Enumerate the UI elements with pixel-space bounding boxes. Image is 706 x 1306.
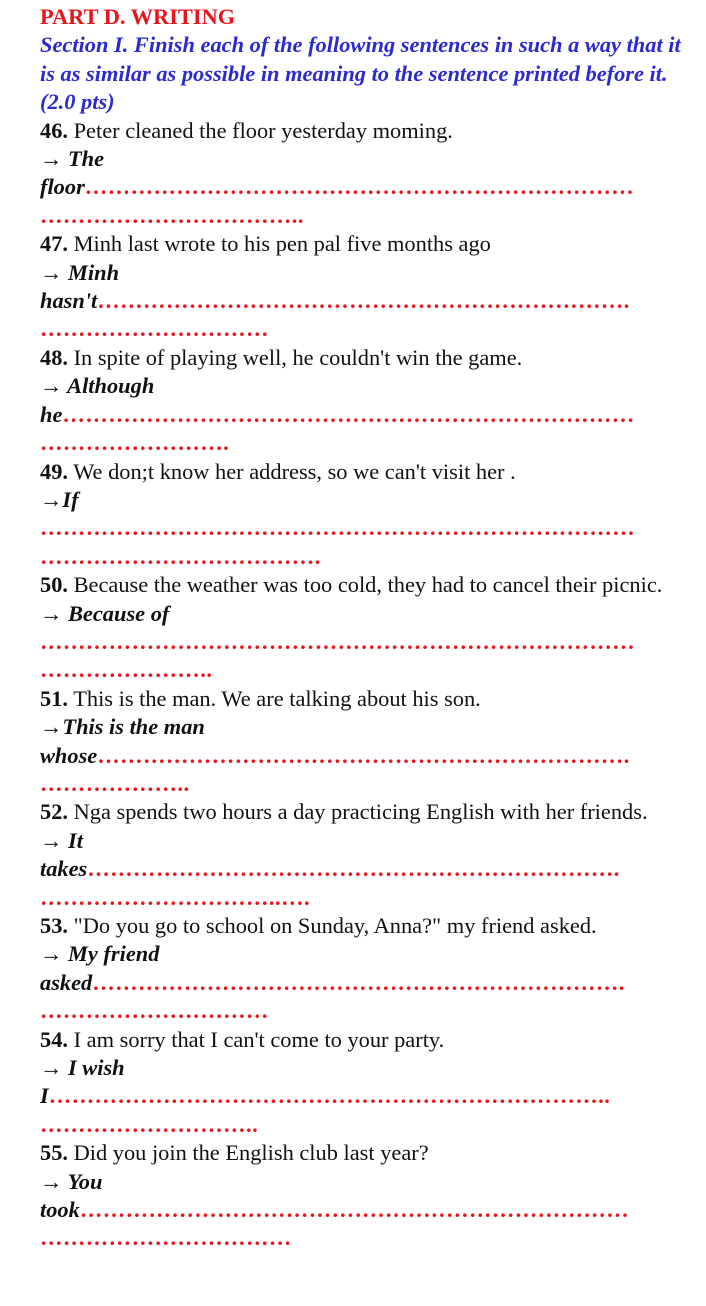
question-prompt — [40, 117, 690, 145]
question-number: 53. — [40, 913, 68, 938]
answer-blank-dots: ………………………………. — [40, 543, 321, 569]
question-sentence: Peter cleaned the floor yesterday moming. — [68, 117, 453, 143]
question-number: 49. — [40, 458, 68, 484]
question-prompt — [40, 571, 690, 599]
question-number: 54. — [40, 1026, 68, 1052]
question-item — [40, 798, 690, 912]
answer-cue: →If — [40, 486, 79, 512]
question-sentence: Minh last wrote to his pen pal five months ago — [68, 231, 491, 257]
question-prompt — [40, 344, 690, 372]
question-prompt — [40, 1139, 690, 1167]
answer-blank-dots: …………………………….. — [40, 202, 304, 228]
answer-cue-continued: I — [40, 1083, 49, 1109]
answer-blank-dots: ……………………….. — [40, 1111, 259, 1137]
question-list — [40, 117, 690, 1253]
question-item — [40, 458, 690, 572]
answer-line-1[interactable] — [40, 401, 690, 429]
answer-cue-continued: floor — [40, 174, 85, 200]
answer-line-2[interactable] — [40, 429, 690, 457]
question-number: 48. — [40, 344, 68, 370]
answer-cue: → Although — [40, 373, 155, 399]
question-prompt — [40, 685, 690, 713]
answer-line-2[interactable] — [40, 997, 690, 1025]
question-number: 46. — [40, 117, 68, 143]
answer-cue-continued: hasn't — [40, 288, 98, 314]
question-sentence: This is the man. We are talking about his son. — [68, 685, 481, 711]
question-prompt — [40, 798, 690, 826]
answer-cue-continued: asked — [40, 969, 93, 995]
answer-blank-dots: …………………………………………………………………… — [40, 628, 636, 654]
answer-cue: → Because of — [40, 600, 170, 626]
answer-line-2[interactable] — [40, 202, 690, 230]
answer-line-2[interactable] — [40, 770, 690, 798]
answer-blank-dots: ……………………………………………………………. — [92, 969, 625, 995]
question-sentence: "Do you go to school on Sunday, Anna?" my friend asked. — [68, 913, 597, 938]
answer-cue: → It — [40, 827, 83, 853]
question-number: 50. — [40, 572, 68, 598]
question-number: 52. — [40, 799, 68, 825]
answer-blank-dots: …………………………………………………………………… — [40, 515, 636, 541]
answer-line-1[interactable] — [40, 1082, 690, 1110]
answer-line-2[interactable] — [40, 884, 690, 912]
question-sentence: We don;t know her address, so we can't visit her . — [68, 458, 516, 484]
answer-line-1[interactable] — [40, 969, 690, 997]
question-prompt — [40, 1026, 690, 1054]
answer-line-1[interactable] — [40, 855, 690, 883]
answer-line-1[interactable] — [40, 628, 690, 656]
answer-blank-dots: ………………………… — [40, 998, 269, 1024]
answer-line-1[interactable] — [40, 1196, 690, 1224]
section-instructions: Section I. Finish each of the following sentences in such a way that it is as similar as possible in meaning to the sentence printed before it. (2.0 pts) — [40, 32, 681, 115]
answer-blank-dots: ………………………………………………………………… — [62, 401, 635, 427]
question-sentence: Because the weather was too cold, they had to cancel their picnic. — [68, 572, 663, 598]
answer-line-1[interactable] — [40, 287, 690, 315]
answer-line-1[interactable] — [40, 514, 690, 542]
answer-line-1[interactable] — [40, 173, 690, 201]
question-number: 55. — [40, 1140, 68, 1166]
question-sentence: I am sorry that I can't come to your party. — [68, 1026, 445, 1052]
answer-blank-dots: ……………………………………………………………….. — [48, 1083, 611, 1109]
answer-blank-dots: ………………………… — [40, 316, 269, 342]
question-sentence: In spite of playing well, he couldn't win the game. — [68, 344, 523, 370]
answer-blank-dots: …………………………..…. — [40, 884, 311, 910]
question-item — [40, 912, 690, 1026]
answer-cue: → You — [40, 1168, 103, 1194]
answer-line-2[interactable] — [40, 1224, 690, 1252]
answer-cue: → I wish — [40, 1055, 125, 1081]
answer-cue-continued: he — [40, 401, 63, 427]
question-sentence: Did you join the English club last year? — [68, 1140, 429, 1166]
answer-line-2[interactable] — [40, 1111, 690, 1139]
question-prompt — [40, 458, 690, 486]
answer-blank-dots: ……………………………………………………………. — [97, 742, 630, 768]
answer-cue-continued: whose — [40, 742, 98, 768]
question-item — [40, 1139, 690, 1253]
answer-line-2[interactable] — [40, 543, 690, 571]
answer-cue: →This is the man — [40, 714, 205, 740]
answer-blank-dots: ……………………………………………………………… — [84, 174, 635, 200]
answer-blank-dots: …………………………… — [40, 1225, 292, 1251]
answer-line-2[interactable] — [40, 315, 690, 343]
question-sentence: Nga spends two hours a day practicing English with her friends. — [68, 799, 648, 825]
question-item — [40, 571, 690, 685]
question-item — [40, 1026, 690, 1140]
answer-cue: → Minh — [40, 259, 120, 285]
answer-blank-dots: ……………….. — [40, 770, 190, 796]
answer-blank-dots: ……………………………………………………………. — [97, 288, 630, 314]
question-number: 51. — [40, 685, 68, 711]
question-number: 47. — [40, 231, 68, 257]
part-title: PART D. WRITING — [40, 4, 236, 29]
answer-blank-dots: ……………………………………………………………… — [79, 1197, 630, 1223]
answer-cue: → The — [40, 146, 105, 172]
answer-cue: → My friend — [40, 941, 160, 967]
question-item — [40, 344, 690, 458]
answer-blank-dots: ……………………. — [40, 430, 230, 456]
question-item — [40, 230, 690, 344]
answer-line-2[interactable] — [40, 656, 690, 684]
question-item — [40, 685, 690, 799]
question-prompt — [40, 230, 690, 258]
answer-cue-continued: took — [40, 1197, 80, 1223]
answer-blank-dots: ………………….. — [40, 657, 213, 683]
question-item — [40, 117, 690, 231]
answer-line-1[interactable] — [40, 742, 690, 770]
answer-blank-dots: ……………………………………………………………. — [87, 856, 620, 882]
question-prompt — [40, 912, 690, 940]
answer-cue-continued: takes — [40, 856, 88, 882]
